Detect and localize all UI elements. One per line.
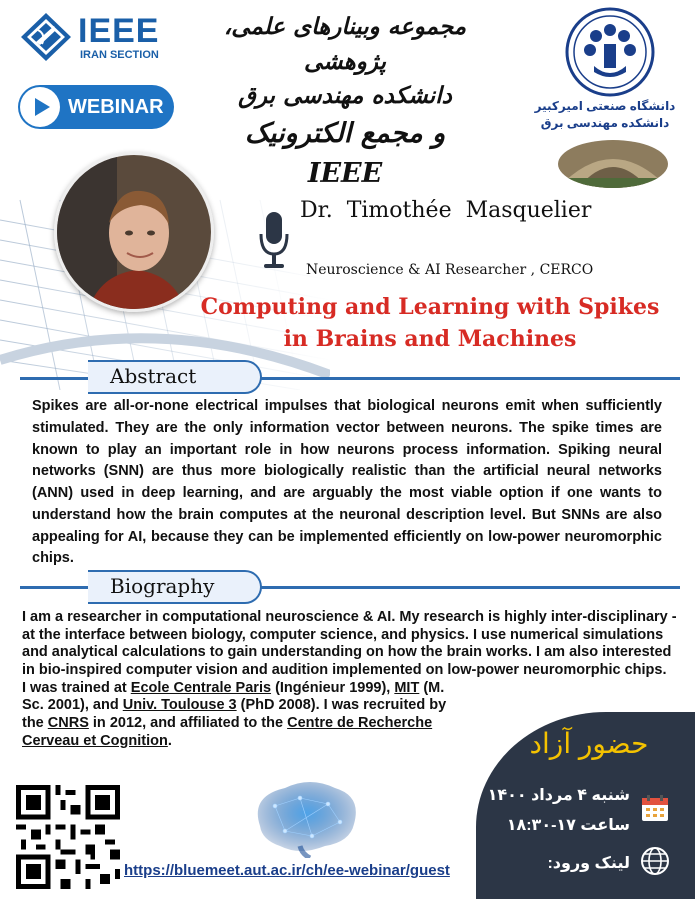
biography-paragraph: I am a researcher in computational neuroscience & AI. My research is highly inter-disciplinary - at the interface between biology, computer science, and physics. I use numerical simulations and analytical calculations to gain understanding on how the brain works. I am also interested in bio-inspired computer vision and audition implemented on low-power neuromorphic chips.: [22, 609, 677, 679]
speaker-role: Neuroscience & AI Researcher , CERCO: [306, 262, 594, 278]
university-line2: دانشکده مهندسی برق: [540, 115, 670, 130]
univ-toulouse-link[interactable]: Univ. Toulouse 3: [122, 697, 237, 714]
talk-title-line2: in Brains and Machines: [283, 325, 577, 352]
biography-training: [22, 680, 452, 751]
biography-heading: Biography: [110, 574, 215, 598]
globe-icon: [640, 846, 670, 876]
university-building-photo: [558, 140, 668, 188]
cerco-link[interactable]: Centre de Recherche Cerveau et Cognition: [22, 715, 433, 749]
ieee-section-label: IRAN SECTION: [80, 49, 159, 61]
join-link-label: لینک ورود:: [547, 855, 630, 872]
webinar-url-link[interactable]: https://bluemeet.aut.ac.ir/ch/ee-webinar/guest: [124, 862, 450, 879]
cnrs-link[interactable]: CNRS: [47, 715, 89, 732]
abstract-text: Spikes are all-or-none electrical impulses that biological neurons emit when sufficiently stimulated. They are the only information vector between neurons. The spike times are known to play an important role in how neurons process information. Spiking neural networks (SNN) are thus more biologically realistic than the artificial neural networks (ANN) used in deep learning, and are arguably the most viable option if one wants to understand how the brain computes at the neuronal description level. But SNNs are also appealing for AI, because they can be implemented efficiently on low-power neuromorphic chips.: [32, 398, 662, 567]
university-name: [520, 98, 690, 132]
speaker-portrait: [54, 152, 214, 312]
calendar-icon: [641, 794, 669, 822]
university-line1: دانشگاه صنعتی امیرکبیر: [534, 99, 676, 113]
amirkabir-university-seal: [560, 6, 660, 98]
mit-link[interactable]: MIT: [394, 679, 420, 696]
microphone-icon: [256, 210, 292, 272]
bio-text-segment: (PhD 2008). I was recruited by the: [22, 697, 447, 732]
ieee-wordmark: IEEE: [78, 12, 160, 50]
series-title-line1: مجموعه وبینارهای علمی، پژوهشی: [223, 13, 467, 75]
event-time: ساعت ۱۷-۱۸:۳۰: [506, 817, 630, 834]
series-title-line3: و مجمع الکترونیک IEEE: [244, 117, 446, 189]
play-icon: [20, 87, 60, 127]
abstract-heading: Abstract: [110, 364, 197, 388]
bio-text-segment: .: [167, 732, 172, 749]
ecole-centrale-paris-link[interactable]: Ecole Centrale Paris: [130, 679, 272, 696]
webinar-label: WEBINAR: [68, 96, 164, 118]
talk-title-line1: Computing and Learning with Spikes: [200, 294, 660, 320]
ieee-iran-section-logo: [20, 12, 180, 62]
ieee-diamond-icon: [20, 12, 72, 62]
talk-title: [180, 292, 680, 356]
bio-text-segment: (M. Sc. 2001), and: [22, 679, 445, 714]
bio-text-segment: (Ingénieur 1999),: [271, 679, 395, 696]
speaker-name: Dr. Timothée Masquelier: [300, 198, 592, 223]
bio-text-segment: I was trained at: [22, 679, 131, 696]
qr-code[interactable]: [16, 785, 120, 889]
bio-text-segment: in 2012, and affiliated to the: [88, 715, 288, 732]
free-attendance-label: حضور آزاد: [529, 728, 649, 759]
webinar-badge: [18, 85, 174, 129]
neural-brain-graphic: [240, 776, 370, 858]
series-title-line2: دانشکده مهندسی برق: [238, 82, 452, 109]
event-date: شنبه ۴ مرداد ۱۴۰۰: [487, 787, 630, 804]
